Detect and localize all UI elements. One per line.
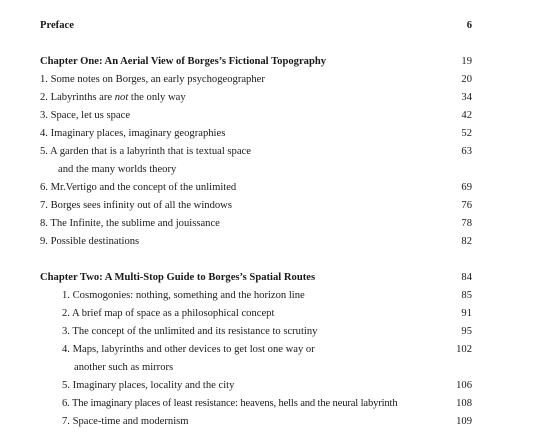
- toc-page-number: 78: [461, 218, 472, 229]
- toc-page-number: 69: [461, 182, 472, 193]
- toc-page-number: 91: [461, 308, 472, 319]
- toc-entry-title: 4. Imaginary places, imaginary geographies: [40, 128, 226, 139]
- toc-page-number: 102: [456, 344, 472, 355]
- toc-entry: [62, 377, 472, 395]
- toc-entry: [40, 89, 472, 107]
- toc-page-number: 106: [456, 380, 472, 391]
- toc-entry-title: 1. Cosmogonies: nothing, something and the horizon line: [62, 290, 305, 301]
- toc-entry-title: 5. Imaginary places, locality and the city: [62, 380, 235, 391]
- emphasis: not: [114, 92, 129, 103]
- toc-entry-continuation: [58, 161, 358, 179]
- toc-page-number: 63: [461, 146, 472, 157]
- toc-entry-title: 7. Space-time and modernism: [62, 416, 189, 427]
- toc-entry-title-continued: another such as mirrors: [74, 362, 174, 373]
- toc-page-number: 95: [461, 326, 472, 337]
- toc-page-number: 34: [461, 92, 472, 103]
- toc-entry-preface: [40, 17, 472, 35]
- toc-page-number: 109: [456, 416, 472, 427]
- toc-entry-title: 3. The concept of the unlimited and its resistance to scrutiny: [62, 326, 318, 337]
- toc-entry: [62, 395, 472, 413]
- toc-entry-title: 2. Labyrinths are not the only way: [40, 92, 186, 103]
- toc-entry-title-continued: and the many worlds theory: [58, 164, 177, 175]
- toc-page-number: 52: [461, 128, 472, 139]
- toc-entry: [40, 107, 472, 125]
- toc-entry: [62, 305, 472, 323]
- toc-entry-title: 8. The Infinite, the sublime and jouissance: [40, 218, 220, 229]
- toc-entry-title: 7. Borges sees infinity out of all the windows: [40, 200, 232, 211]
- toc-entry: [40, 197, 472, 215]
- toc-page-number: 108: [456, 398, 472, 409]
- toc-entry: [62, 323, 472, 341]
- toc-entry-continuation: [74, 359, 374, 377]
- chapter-title: Chapter Two: A Multi-Stop Guide to Borges’s Spatial Routes: [40, 272, 316, 283]
- toc-entry-title: 1. Some notes on Borges, an early psychogeographer: [40, 74, 265, 85]
- toc-page-number: 85: [461, 290, 472, 301]
- toc-entry: [62, 341, 472, 359]
- toc-entry: [40, 71, 472, 89]
- toc-entry: [40, 215, 472, 233]
- toc-entry: [62, 413, 472, 431]
- toc-entry: [40, 233, 472, 251]
- toc-page-number: 76: [461, 200, 472, 211]
- toc-entry-title: 5. A garden that is a labyrinth that is textual space: [40, 146, 251, 157]
- toc-entry-title: Preface: [40, 20, 74, 31]
- toc-page-number: 42: [461, 110, 472, 121]
- toc-entry-title: 9. Possible destinations: [40, 236, 140, 247]
- chapter-title: Chapter One: An Aerial View of Borges’s Fictional Topography: [40, 56, 327, 67]
- toc-page-number: 6: [466, 20, 472, 31]
- toc-chapter-heading: [40, 53, 472, 71]
- toc-page-number: 84: [461, 272, 472, 283]
- toc-page-number: 82: [461, 236, 472, 247]
- toc-entry: [40, 143, 472, 161]
- toc-entry-title: 6. Mr.Vertigo and the concept of the unlimited: [40, 182, 237, 193]
- toc-entry-title: 2. A brief map of space as a philosophical concept: [62, 308, 275, 319]
- toc-entry: [40, 179, 472, 197]
- toc-page-number: 19: [461, 56, 472, 67]
- toc-entry-title: 4. Maps, labyrinths and other devices to get lost one way or: [62, 344, 315, 355]
- toc-entry: [62, 287, 472, 305]
- toc-entry-title: 6. The imaginary places of least resistance: heavens, hells and the neural labyrinth: [62, 398, 398, 409]
- toc-entry: [40, 125, 472, 143]
- toc-page-number: 20: [461, 74, 472, 85]
- toc-chapter-heading: [40, 269, 472, 287]
- toc-entry-title: 3. Space, let us space: [40, 110, 131, 121]
